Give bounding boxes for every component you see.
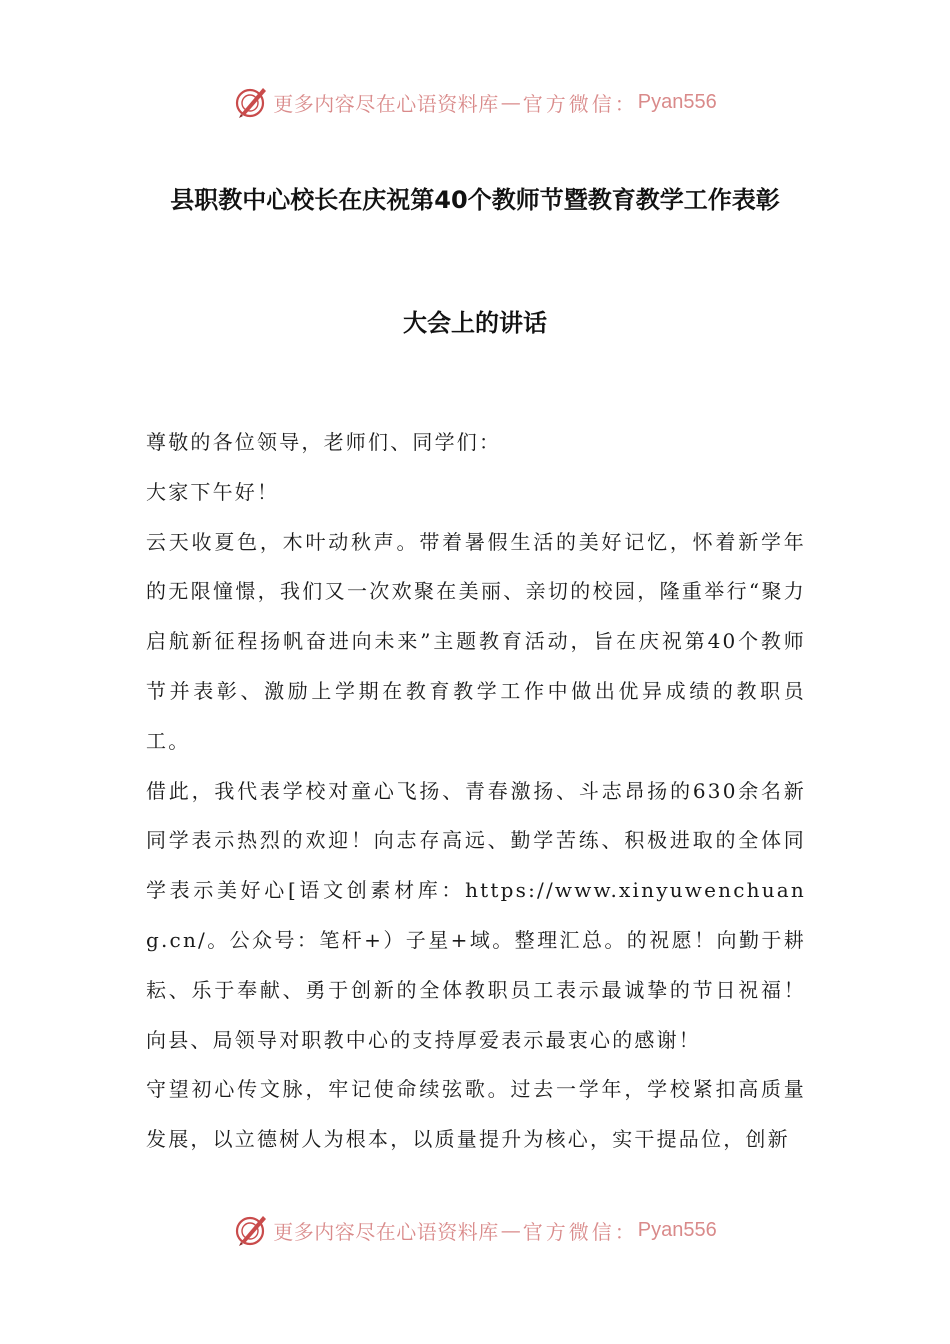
banner-contact-id: Pyan556 — [637, 90, 717, 113]
quill-logo-icon — [233, 1212, 269, 1248]
paragraph: 云天收夏色，木叶动秋声。带着暑假生活的美好记忆，怀着新学年的无限憧憬，我们又一次欢聚在美丽、亲切的校园，隆重举行“聚力启航新征程扬帆奋进向未来”主题教育活动，旨在庆祝第40个教师节并表彰、激励上学期在教育教学工作中做出优异成绩的教职员工。 — [146, 529, 806, 753]
banner-separator: — — [500, 90, 521, 114]
banner-separator: — — [500, 1218, 521, 1242]
banner-contact-label: 官方微信： — [522, 91, 638, 116]
banner-contact-id: Pyan556 — [637, 1218, 717, 1241]
banner-text: 更多内容尽在心语资料库 — [273, 1219, 499, 1244]
banner-contact-label: 官方微信： — [522, 1219, 638, 1244]
paragraph: 守望初心传文脉，牢记使命续弦歌。过去一学年，学校紧扣高质量发展，以立德树人为根本，以质量提升为核心，实干提品位，创新 — [146, 1077, 806, 1152]
quill-logo-icon — [233, 84, 269, 120]
footer-banner — [0, 1210, 950, 1250]
document-body — [146, 418, 806, 1165]
paragraph-salutation: 尊敬的各位领导，老师们、同学们： — [146, 430, 502, 454]
header-banner — [0, 82, 950, 122]
paragraph-greeting: 大家下午好！ — [146, 479, 280, 504]
paragraph: 借此，我代表学校对童心飞扬、青春激扬、斗志昂扬的630余名新同学表示热烈的欢迎！向志存高远、勤学苦练、积极进取的全体同学表示美好心[语文创素材库：https://www.xinyuwenchuang.cn/。公众号：笔杆+）子星+域。整理汇总。的祝愿！向勤于耕耘、乐于奉献、勇于创新的全体教职员工表示最诚挚的节日祝福！向县、局领导对职教中心的支持厚爱表示最衷心的感谢！ — [146, 778, 806, 1052]
page-title-line-1: 县职教中心校长在庆祝第40个教师节暨教育教学工作表彰 — [170, 186, 780, 214]
page-title-line-2: 大会上的讲话 — [403, 309, 547, 337]
banner-text: 更多内容尽在心语资料库 — [273, 91, 499, 116]
